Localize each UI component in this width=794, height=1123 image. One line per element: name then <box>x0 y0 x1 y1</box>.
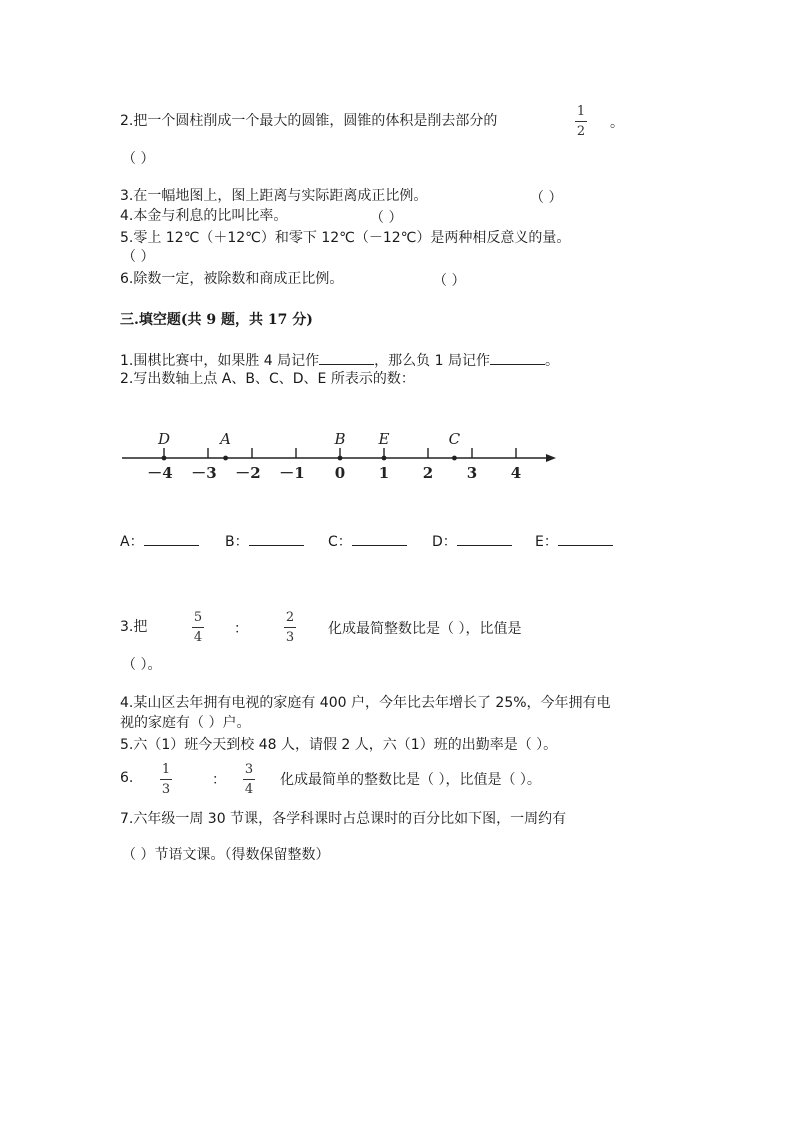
q2-5-text: 5.零上 12℃（＋12℃）和零下 12℃（－12℃）是两种相反意义的量。 <box>120 230 571 246</box>
answer-d <box>432 531 512 551</box>
q3-6-prefix: 6. <box>120 770 134 786</box>
answer-c-blank[interactable] <box>352 531 407 546</box>
q3-6-colon: ： <box>212 772 226 788</box>
axis-tick-label: －4 <box>147 464 173 482</box>
answer-b-blank[interactable] <box>249 531 304 546</box>
question-2-3 <box>120 187 427 205</box>
question-2-5 <box>120 229 570 247</box>
fraction-bar <box>160 779 172 780</box>
answer-e-label: E： <box>535 534 558 550</box>
q3-1-blank-2[interactable] <box>490 350 545 365</box>
fraction-denominator: 4 <box>244 782 254 797</box>
axis-point-c <box>452 456 457 461</box>
answer-e <box>535 531 613 551</box>
axis-point-a <box>223 456 228 461</box>
axis-point-label-b: B <box>334 430 346 448</box>
q2-6-answer-paren[interactable]: （ ） <box>433 273 466 289</box>
axis-point-label-a: A <box>220 430 232 448</box>
answer-b-label: B： <box>225 534 249 550</box>
axis-arrow-icon <box>546 454 556 462</box>
answer-c-label: C： <box>328 534 352 550</box>
q3-3-line2[interactable]: （ ）。 <box>122 657 162 673</box>
q2-3-answer-paren[interactable]: （ ） <box>530 190 563 206</box>
q3-3-colon: ： <box>234 621 248 637</box>
q3-1-text-b: ，那么负 1 局记作 <box>374 353 490 369</box>
axis-tick-label: －1 <box>279 464 305 482</box>
fraction-bar <box>575 121 587 122</box>
fraction-2-3 <box>284 610 296 645</box>
answer-e-blank[interactable] <box>558 531 613 546</box>
axis-tick-label: －2 <box>235 464 261 482</box>
fraction-denominator: 3 <box>161 782 171 797</box>
fraction-denominator: 2 <box>576 124 586 139</box>
fraction-numerator: 2 <box>285 610 295 625</box>
q3-7-line2: （ ）节语文课。（得数保留整数） <box>122 847 330 863</box>
fraction-3-4 <box>243 762 255 797</box>
fraction-bar <box>243 779 255 780</box>
question-2-4 <box>120 207 287 225</box>
fraction-bar <box>284 627 296 628</box>
q3-1-text-a: 1.围棋比赛中，如果胜 4 局记作 <box>120 353 320 369</box>
answer-a-label: A： <box>120 534 144 550</box>
q3-3-prefix: 3.把 <box>120 619 148 635</box>
fraction-numerator: 1 <box>576 104 586 119</box>
axis-point-label-c: C <box>448 430 461 448</box>
question-3-2: 2.写出数轴上点 A、B、C、D、E 所表示的数： <box>120 371 415 387</box>
fraction-numerator: 5 <box>193 610 203 625</box>
q3-7-line1: 7.六年级一周 30 节课，各学科课时占总课时的百分比如下图，一周约有 <box>120 811 567 827</box>
section-heading: 三.填空题(共 9 题，共 17 分) <box>120 312 313 328</box>
answer-a-blank[interactable] <box>144 531 199 546</box>
axis-point-e <box>382 456 387 461</box>
axis-point-b <box>338 456 343 461</box>
question-2-2 <box>120 112 497 130</box>
answer-d-label: D： <box>432 534 457 550</box>
axis-tick-label: 1 <box>378 464 390 482</box>
q3-6-text: 化成最简单的整数比是（ ），比值是（ ）。 <box>280 772 541 788</box>
fraction-numerator: 3 <box>244 762 254 777</box>
q2-4-answer-paren[interactable]: （ ） <box>370 210 403 226</box>
q2-2-tail: 。 <box>610 115 624 131</box>
fraction-1-3 <box>160 762 172 797</box>
q2-4-text: 4.本金与利息的比叫比率。 <box>120 208 288 224</box>
question-3-1 <box>120 350 559 370</box>
axis-tick-label: 0 <box>334 464 346 482</box>
axis-point-label-e: E <box>378 430 390 448</box>
q3-5-text: 5.六（1）班今天到校 48 人，请假 2 人，六（1）班的出勤率是（ ）。 <box>120 737 558 753</box>
q3-4-line2: 视的家庭有（ ）户。 <box>120 715 251 731</box>
answer-d-blank[interactable] <box>457 531 512 546</box>
q3-4-line1: 4.某山区去年拥有电视的家庭有 400 户，今年比去年增长了 25%，今年拥有电 <box>120 695 611 711</box>
axis-tick-label: 2 <box>422 464 434 482</box>
q3-1-blank-1[interactable] <box>319 350 374 365</box>
q2-3-text: 3.在一幅地图上，图上距离与实际距离成正比例。 <box>120 188 428 204</box>
axis-tick-label: 4 <box>510 464 522 482</box>
fraction-5-4 <box>192 610 204 645</box>
answer-b <box>225 531 304 551</box>
axis-point-d <box>162 456 167 461</box>
question-2-6 <box>120 270 343 288</box>
q2-2-text: 2.把一个圆柱削成一个最大的圆锥，圆锥的体积是削去部分的 <box>120 113 498 129</box>
axis-point-label-d: D <box>157 430 171 448</box>
q3-1-text-c: 。 <box>544 353 559 369</box>
number-line <box>0 420 794 520</box>
fraction-1-2 <box>575 104 587 139</box>
q2-2-answer-paren[interactable]: （ ） <box>122 151 155 167</box>
q3-3-text: 化成最简整数比是（ ），比值是 <box>328 621 522 637</box>
answer-a <box>120 531 199 551</box>
q2-5-answer-paren[interactable]: （ ） <box>122 249 155 265</box>
fraction-numerator: 1 <box>161 762 171 777</box>
fraction-denominator: 4 <box>193 630 203 645</box>
answer-c <box>328 531 407 551</box>
q2-6-text: 6.除数一定，被除数和商成正比例。 <box>120 271 344 287</box>
axis-tick-label: 3 <box>466 464 478 482</box>
fraction-bar <box>192 627 204 628</box>
fraction-denominator: 3 <box>285 630 295 645</box>
axis-tick-label: －3 <box>191 464 217 482</box>
